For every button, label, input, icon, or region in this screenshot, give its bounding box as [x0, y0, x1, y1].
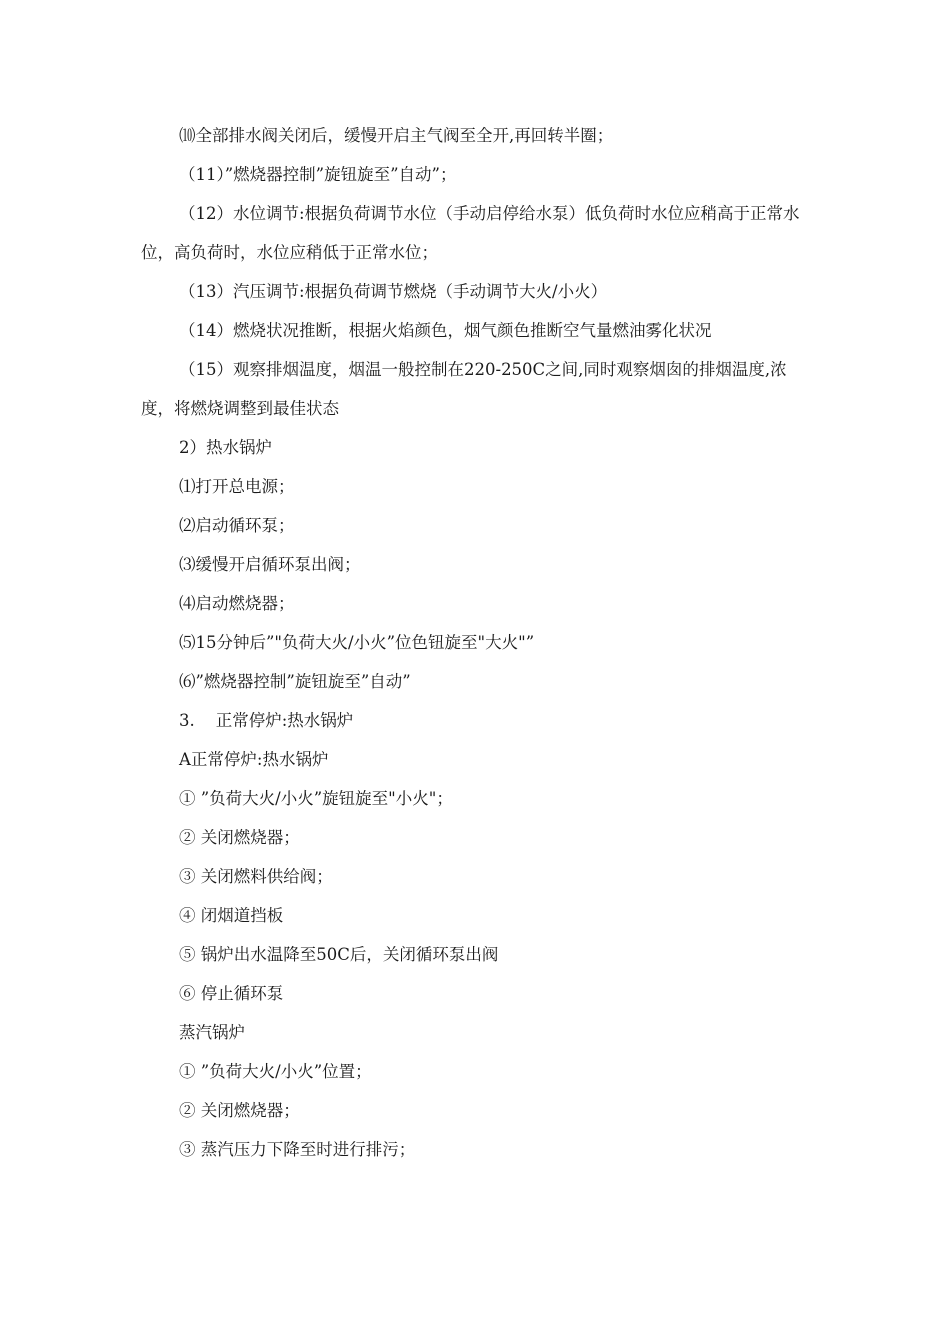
list-item: ⑴打开总电源；	[179, 477, 295, 496]
list-item: ⑤ 锅炉出水温降至50C后，关闭循环泵出阀	[179, 945, 499, 964]
list-item: ① ”负荷大火/小火”旋钮旋至"小火"；	[179, 789, 453, 808]
list-item: ③ 关闭燃料供给阀；	[179, 867, 333, 886]
list-item: ⑷启动燃烧器；	[179, 594, 295, 613]
paragraph-step-13: （13）汽压调节:根据负荷调节燃烧（手动调节大火/小火）	[179, 282, 608, 301]
subsection-heading-steam-boiler: 蒸汽锅炉	[179, 1023, 245, 1042]
paragraph-step-11: （11）”燃烧器控制”旋钮旋至”自动”；	[179, 165, 457, 184]
list-item: ① ”负荷大火/小火”位置；	[179, 1062, 372, 1081]
list-item: ⑹”燃烧器控制”旋钮旋至”自动”	[179, 672, 411, 691]
paragraph-step-14: （14）燃烧状况推断，根据火焰颜色，烟气颜色推断空气量燃油雾化状况	[179, 321, 712, 340]
list-item: ② 关闭燃烧器；	[179, 1101, 300, 1120]
document-body	[141, 116, 816, 1169]
list-item: ⑥ 停止循环泵	[179, 984, 284, 1003]
list-item: ④ 闭烟道挡板	[179, 906, 284, 925]
list-item: ③ 蒸汽压力下降至时进行排污；	[179, 1140, 416, 1159]
subsection-heading-normal-shutdown-a: A正常停炉:热水锅炉	[179, 750, 329, 769]
paragraph-step-12: （12）水位调节:根据负荷调节水位（手动启停给水泵）低负荷时水位应稍高于正常水位，高负荷时，水位应稍低于正常水位；	[141, 204, 800, 262]
section-heading-normal-shutdown: 3. 正常停炉:热水锅炉	[179, 711, 354, 730]
paragraph-step-15: （15）观察排烟温度，烟温一般控制在220-250C之间,同时观察烟囱的排烟温度,浓度，将燃烧调整到最佳状态	[141, 360, 787, 418]
list-item: ⑶缓慢开启循环泵出阀；	[179, 555, 361, 574]
list-item: ⑸15分钟后”"负荷大火/小火”位色钮旋至"大火"”	[179, 633, 535, 652]
list-item: ② 关闭燃烧器；	[179, 828, 300, 847]
list-item: ⑵启动循环泵；	[179, 516, 295, 535]
section-heading-hot-water-boiler: 2）热水锅炉	[179, 438, 272, 457]
paragraph-step-10: ⑽全部排水阀关闭后，缓慢开启主气阀至全开,再回转半圈；	[179, 126, 614, 145]
